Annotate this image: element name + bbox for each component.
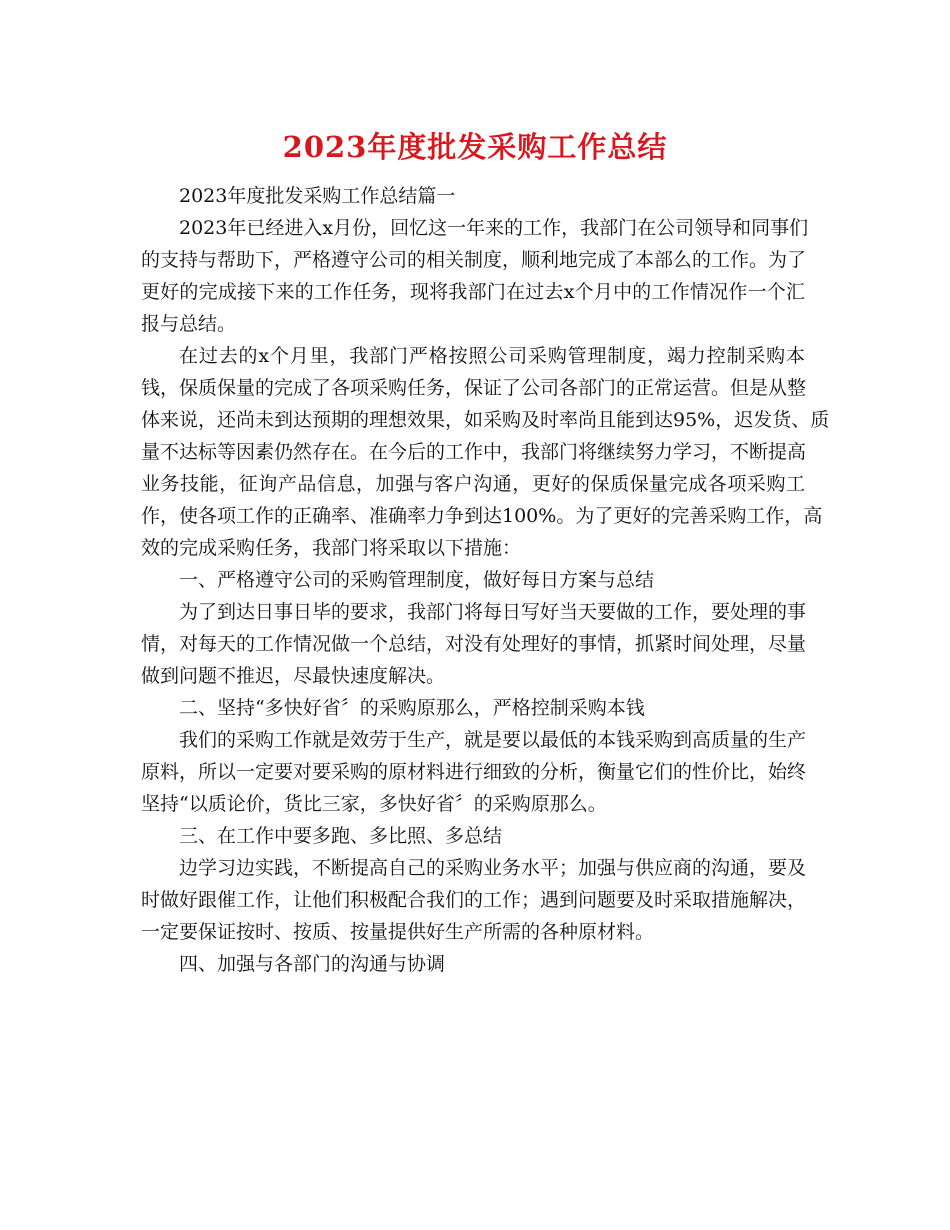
paragraph-line: 2023年已经进入x月份，回忆这一年来的工作，我部门在公司领导和同事们 [179,217,809,239]
measure-heading-1: 一、严格遵守公司的采购管理制度，做好每日方案与总结 [179,569,655,591]
measure-heading-2: 二、坚持“多快好省〞的采购原那么，严格控制采购本钱 [179,697,645,719]
paragraph-line: 情，对每天的工作情况做一个总结，对没有处理好的事情，抓紧时间处理，尽量 [141,633,807,655]
paragraph-line: 时做好跟催工作，让他们积极配合我们的工作；遇到问题要及时采取措施解决， [141,889,807,911]
measure-heading-3: 三、在工作中要多跑、多比照、多总结 [179,825,503,847]
paragraph-line: 更好的完成接下来的工作任务，现将我部门在过去x个月中的工作情况作一个汇 [141,281,805,303]
paragraph-line: 边学习边实践，不断提高自己的采购业务水平；加强与供应商的沟通，要及 [179,857,807,879]
paragraph-line: 作，使各项工作的正确率、准确率力争到达100%。为了更好的完善采购工作，高 [141,505,823,527]
paragraph-line: 的支持与帮助下，严格遵守公司的相关制度，顺利地完成了本部么的工作。为了 [141,249,807,271]
paragraph-line: 我们的采购工作就是效劳于生产，就是要以最低的本钱采购到高质量的生产 [179,729,807,751]
paragraph-line: 做到问题不推迟，尽最快速度解决。 [141,665,446,687]
paragraph-line: 一定要保证按时、按质、按量提供好生产所需的各种原材料。 [141,921,655,943]
paragraph-line: 原料，所以一定要对要采购的原材料进行细致的分析，衡量它们的性价比，始终 [141,761,807,783]
paragraph-line: 坚持“以质论价，货比三家，多快好省〞的采购原那么。 [141,793,607,815]
paragraph-line: 效的完成采购任务，我部门将采取以下措施： [141,537,522,559]
paragraph-line: 为了到达日事日毕的要求，我部门将每日写好当天要做的工作，要处理的事 [179,601,807,623]
paragraph-line: 量不达标等因素仍然存在。在今后的工作中，我部门将继续努力学习，不断提高 [141,441,807,463]
measure-heading-4: 四、加强与各部门的沟通与协调 [179,953,446,975]
paragraph-line: 体来说，还尚未到达预期的理想效果，如采购及时率尚且能到达95%，迟发货、质 [141,409,830,431]
document-title: 2023年度批发采购工作总结 [282,130,668,164]
document-body [141,180,830,980]
paragraph-line: 报与总结。 [141,313,237,335]
section-heading: 2023年度批发采购工作总结篇一 [179,185,456,207]
paragraph-line: 钱，保质保量的完成了各项采购任务，保证了公司各部门的正常运营。但是从整 [141,377,807,399]
paragraph-line: 业务技能，征询产品信息，加强与客户沟通，更好的保质保量完成各项采购工 [141,473,805,495]
paragraph-line: 在过去的x个月里，我部门严格按照公司采购管理制度，竭力控制采购本 [179,345,805,367]
